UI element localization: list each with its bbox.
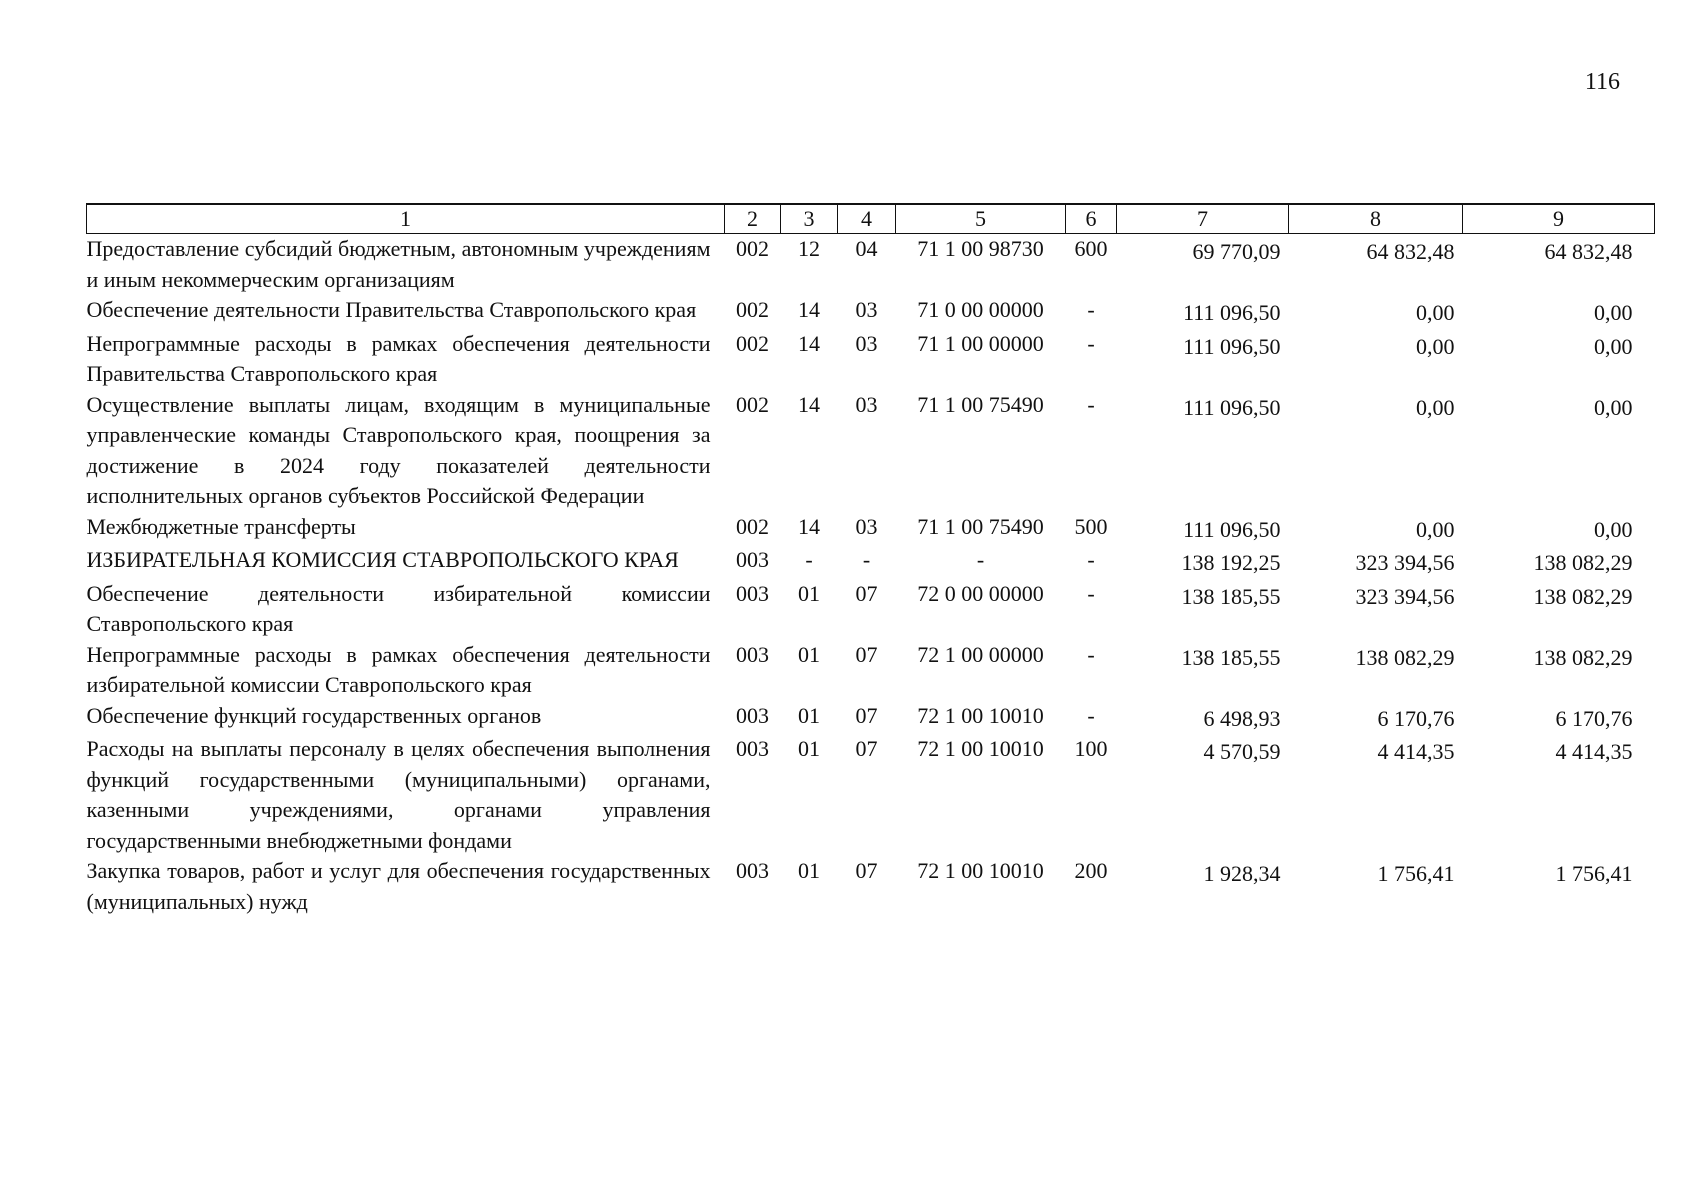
row-description: Межбюджетные трансферты: [86, 513, 356, 539]
cell-target-article: 71 1 00 75490: [917, 391, 1044, 417]
table-row: [87, 329, 1655, 390]
cell-target-article: 71 0 00 00000: [917, 297, 1044, 322]
table-body: [87, 234, 1655, 918]
column-header-8: 8: [1289, 204, 1463, 234]
cell-amount-col9: 138 082,29: [1533, 583, 1633, 609]
cell-subsection-code: 07: [855, 858, 878, 883]
row-description: Расходы на выплаты персоналу в целях обеспечения выполнения функций государственными (муниципальными) органами, казенными учреждениями, органами управления государственными внебюджетными фондами: [86, 736, 711, 853]
table-row: [87, 856, 1655, 917]
cell-amount-col9: 138 082,29: [1533, 550, 1633, 575]
cell-amount-col8: 0,00: [1416, 333, 1455, 359]
cell-target-article: 72 0 00 00000: [917, 580, 1044, 606]
cell-subsection-code: 03: [855, 513, 878, 539]
column-header-1: 1: [87, 204, 725, 234]
cell-expense-type: -: [1087, 547, 1095, 572]
cell-target-article: 72 1 00 10010: [917, 702, 1044, 728]
table-row: [87, 701, 1655, 735]
page-number: 116: [1584, 69, 1620, 95]
cell-amount-col9: 0,00: [1594, 394, 1633, 420]
cell-amount-col7: 4 570,59: [1203, 739, 1281, 764]
cell-amount-col8: 64 832,48: [1366, 239, 1455, 264]
table-row: [87, 390, 1655, 512]
cell-ministry-code: 003: [736, 858, 769, 883]
column-header-4: 4: [838, 204, 896, 234]
cell-section-code: 01: [798, 736, 820, 761]
column-header-2: 2: [725, 204, 781, 234]
cell-ministry-code: 003: [736, 547, 769, 572]
cell-expense-type: 200: [1074, 858, 1108, 883]
cell-amount-col7: 1 928,34: [1203, 861, 1281, 886]
cell-amount-col9: 64 832,48: [1544, 239, 1633, 264]
cell-expense-type: -: [1087, 580, 1095, 606]
cell-subsection-code: 04: [855, 236, 878, 261]
cell-section-code: -: [805, 547, 813, 572]
cell-subsection-code: -: [862, 547, 871, 572]
cell-target-article: 71 1 00 00000: [917, 330, 1044, 356]
cell-target-article: 71 1 00 75490: [917, 513, 1044, 539]
cell-expense-type: -: [1087, 641, 1095, 667]
cell-ministry-code: 002: [736, 330, 769, 356]
column-header-3: 3: [781, 204, 838, 234]
cell-expense-type: -: [1087, 702, 1095, 728]
cell-expense-type: 600: [1074, 236, 1108, 261]
cell-amount-col7: 138 185,55: [1181, 644, 1281, 670]
cell-amount-col9: 0,00: [1594, 300, 1633, 325]
cell-expense-type: 500: [1074, 513, 1108, 539]
cell-ministry-code: 003: [736, 641, 769, 667]
column-header-9: 9: [1463, 204, 1655, 234]
cell-amount-col8: 0,00: [1416, 394, 1455, 420]
cell-section-code: 14: [798, 513, 820, 539]
cell-amount-col8: 0,00: [1416, 300, 1455, 325]
cell-target-article: -: [976, 547, 985, 572]
table-row: [87, 734, 1655, 856]
cell-amount-col9: 4 414,35: [1555, 739, 1633, 764]
cell-target-article: 72 1 00 10010: [917, 858, 1044, 883]
cell-ministry-code: 002: [736, 391, 769, 417]
cell-amount-col7: 138 185,55: [1181, 583, 1281, 609]
cell-amount-col7: 111 096,50: [1183, 394, 1281, 420]
cell-amount-col8: 323 394,56: [1355, 583, 1455, 609]
row-description: ИЗБИРАТЕЛЬНАЯ КОМИССИЯ СТАВРОПОЛЬСКОГО КРАЯ: [86, 547, 679, 572]
budget-table: [86, 203, 1655, 917]
cell-subsection-code: 07: [855, 736, 878, 761]
row-description: Обеспечение деятельности Правительства Ставропольского края: [86, 297, 697, 322]
cell-section-code: 01: [798, 580, 820, 606]
header-row: [87, 204, 1655, 234]
row-description: Обеспечение деятельности избирательной комиссии Ставропольского края: [86, 580, 711, 636]
cell-ministry-code: 002: [736, 513, 769, 539]
cell-amount-col9: 138 082,29: [1533, 644, 1633, 670]
row-description: Закупка товаров, работ и услуг для обеспечения государственных (муниципальных) нужд: [86, 858, 711, 914]
cell-subsection-code: 03: [855, 330, 878, 356]
row-description: Предоставление субсидий бюджетным, автономным учреждениям и иным некоммерческим организациям: [86, 236, 711, 292]
column-header-6: 6: [1066, 204, 1117, 234]
row-description: Непрограммные расходы в рамках обеспечения деятельности избирательной комиссии Ставропольского края: [86, 641, 711, 697]
cell-section-code: 14: [798, 330, 820, 356]
column-header-7: 7: [1117, 204, 1289, 234]
table-row: [87, 234, 1655, 296]
table-row: [87, 640, 1655, 701]
cell-expense-type: -: [1087, 297, 1095, 322]
cell-ministry-code: 003: [736, 702, 769, 728]
cell-amount-col7: 111 096,50: [1183, 516, 1281, 542]
table-row: [87, 512, 1655, 546]
cell-section-code: 12: [798, 236, 820, 261]
cell-amount-col7: 111 096,50: [1183, 333, 1281, 359]
cell-section-code: 14: [798, 297, 820, 322]
cell-ministry-code: 002: [736, 236, 769, 261]
cell-amount-col8: 4 414,35: [1377, 739, 1455, 764]
row-description: Обеспечение функций государственных органов: [86, 702, 542, 728]
cell-expense-type: 100: [1074, 736, 1108, 761]
cell-amount-col8: 1 756,41: [1377, 861, 1455, 886]
cell-target-article: 72 1 00 00000: [917, 641, 1044, 667]
cell-amount-col7: 111 096,50: [1183, 300, 1281, 325]
cell-amount-col9: 0,00: [1594, 516, 1633, 542]
cell-section-code: 01: [798, 858, 820, 883]
cell-amount-col9: 0,00: [1594, 333, 1633, 359]
cell-section-code: 01: [798, 641, 820, 667]
cell-amount-col8: 138 082,29: [1355, 644, 1455, 670]
cell-expense-type: -: [1087, 391, 1095, 417]
table-row: [87, 295, 1655, 329]
row-description: Осуществление выплаты лицам, входящим в муниципальные управленческие команды Ставропольского края, поощрения за достижение в 2024 году показателей деятельности исполнительных органов субъектов Российской Федерации: [86, 391, 711, 508]
cell-ministry-code: 002: [736, 297, 769, 322]
cell-amount-col7: 6 498,93: [1203, 705, 1281, 731]
cell-target-article: 72 1 00 10010: [917, 736, 1044, 761]
table-row: [87, 579, 1655, 640]
cell-subsection-code: 03: [855, 391, 878, 417]
table-row: [87, 545, 1655, 579]
cell-subsection-code: 07: [855, 702, 878, 728]
cell-target-article: 71 1 00 98730: [917, 236, 1044, 261]
cell-amount-col9: 1 756,41: [1555, 861, 1633, 886]
cell-amount-col9: 6 170,76: [1555, 705, 1633, 731]
cell-expense-type: -: [1087, 330, 1095, 356]
cell-subsection-code: 07: [855, 580, 878, 606]
cell-subsection-code: 03: [855, 297, 878, 322]
cell-amount-col7: 69 770,09: [1192, 239, 1281, 264]
cell-section-code: 01: [798, 702, 820, 728]
cell-amount-col7: 138 192,25: [1181, 550, 1281, 575]
cell-ministry-code: 003: [736, 736, 769, 761]
table-header: [87, 204, 1655, 234]
cell-amount-col8: 323 394,56: [1355, 550, 1455, 575]
cell-amount-col8: 6 170,76: [1377, 705, 1455, 731]
cell-section-code: 14: [798, 391, 820, 417]
column-header-5: 5: [896, 204, 1066, 234]
row-description: Непрограммные расходы в рамках обеспечения деятельности Правительства Ставропольского края: [86, 330, 711, 386]
cell-subsection-code: 07: [855, 641, 878, 667]
cell-amount-col8: 0,00: [1416, 516, 1455, 542]
cell-ministry-code: 003: [736, 580, 769, 606]
